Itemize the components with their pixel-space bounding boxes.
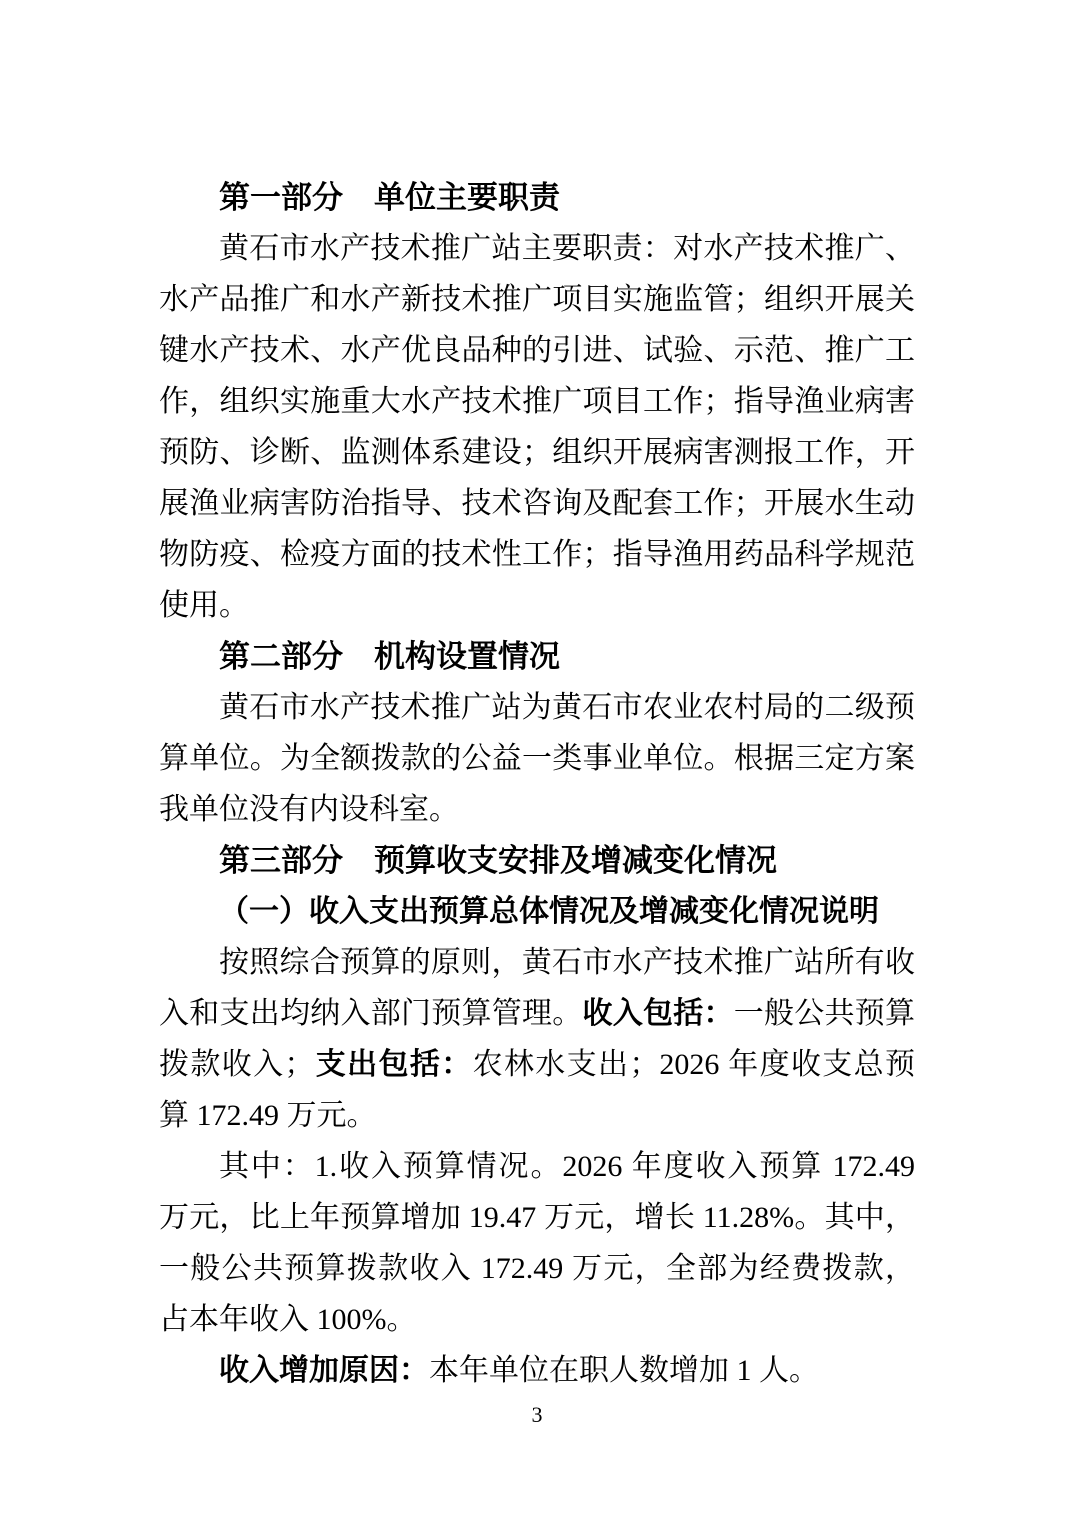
part2-heading: 第二部分 机构设置情况 [219,639,560,674]
part3-paragraph-budget-overview [159,937,915,1141]
part2-paragraph-organization: 黄石市水产技术推广站为黄石市农业农村局的二级预算单位。为全额拨款的公益一类事业单位。根据三定方案我单位没有内设科室。 [159,691,915,826]
budget-overview-text-2: 一般公共预算拨款收入； [159,997,915,1081]
document-page-body [159,172,915,1396]
budget-overview-text-1: 按照综合预算的原则，黄石市水产技术推广站所有收入和支出均纳入部门预算管理。 [159,946,915,1030]
part3-heading: 第三部分 预算收支安排及增减变化情况 [219,843,777,878]
income-increase-reason-text: 本年单位在职人数增加 1 人。 [429,1354,819,1387]
part3-paragraph-income-increase-reason [159,1345,915,1396]
expenditure-includes-bold-label: 支出包括： [314,1048,473,1081]
part1-heading: 第一部分 单位主要职责 [219,180,560,215]
part3-paragraph-income-budget: 其中：1.收入预算情况。2026 年度收入预算 172.49 万元，比上年预算增加 19.47 万元，增长 11.28%。其中，一般公共预算拨款收入 172.49 万元，全部为经费拨款，占本年收入 100%。 [159,1150,915,1336]
page-number: 3 [531,1402,543,1427]
income-increase-reason-bold-label: 收入增加原因： [219,1354,429,1387]
budget-overview-text-3: 农林水支出；2026 年度收支总预算 172.49 万元。 [159,1048,916,1132]
income-includes-bold-label: 收入包括： [582,997,734,1030]
part1-paragraph-duties: 黄石市水产技术推广站主要职责：对水产技术推广、水产品推广和水产新技术推广项目实施监管；组织开展关键水产技术、水产优良品种的引进、试验、示范、推广工作，组织实施重大水产技术推广项目工作；指导渔业病害预防、诊断、监测体系建设；组织开展病害测报工作，开展渔业病害防治指导、技术咨询及配套工作；开展水生动物防疫、检疫方面的技术性工作；指导渔用药品科学规范使用。 [159,232,915,622]
part3-section1-heading: （一）收入支出预算总体情况及增减变化情况说明 [219,895,879,928]
